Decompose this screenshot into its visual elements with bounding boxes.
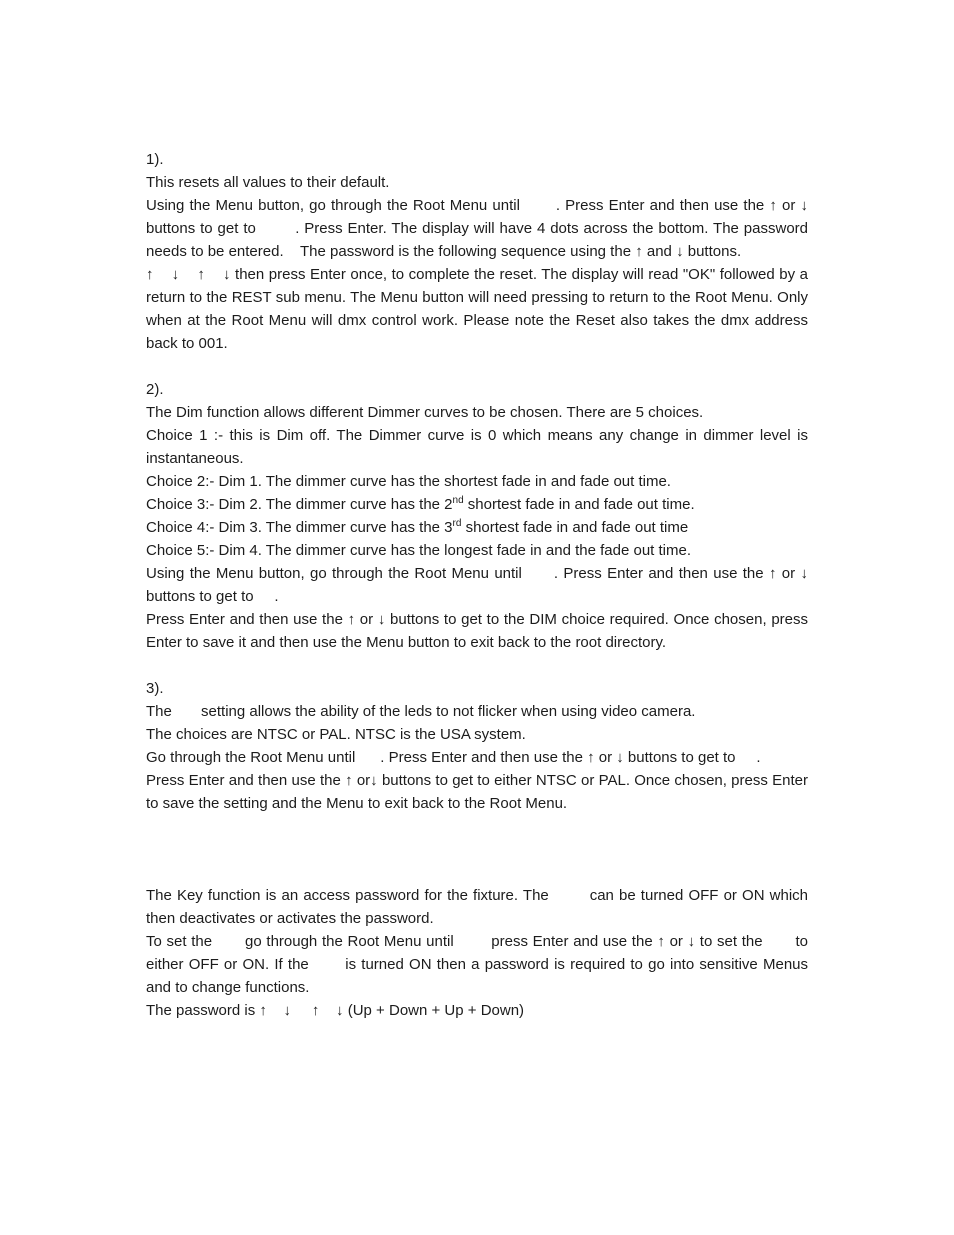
text-run: shortest fade in and fade out time [461, 519, 689, 536]
paragraph-dim-choice-3 [146, 493, 808, 516]
text-run: Choice 3:- Dim 2. The dimmer curve has the 2 [146, 496, 453, 513]
section-video [146, 677, 808, 815]
paragraph-dim-choice-5: Choice 5:- Dim 4. The dimmer curve has the longest fade in and the fade out time. [146, 542, 692, 559]
paragraph-dim-choice-4 [146, 516, 808, 539]
paragraph-reset-instructions: Using the Menu button, go through the Root Menu until . Press Enter and then use the ↑ or ↓ buttons to get to . Press Enter. The display will have 4 dots across the bottom. The password needs to be entered. The password is the following sequence using the ↑ and ↓ buttons. [146, 197, 808, 260]
text-run: Choice 4:- Dim 3. The dimmer curve has the 3 [146, 519, 453, 536]
paragraph-video-navigation-1: Go through the Root Menu until . Press Enter and then use the ↑ or ↓ buttons to get to . [146, 749, 761, 766]
paragraph-dim-navigation-2: Press Enter and then use the ↑ or ↓ buttons to get to the DIM choice required. Once chosen, press Enter to save it and then use the Menu button to exit back to the root directory. [146, 611, 808, 651]
paragraph-key-instructions: To set the go through the Root Menu until press Enter and use the ↑ or ↓ to set the to either OFF or ON. If the is turned ON then a password is required to go into sensitive Menus and to change functions. [146, 933, 808, 996]
section-video-heading: 3). [146, 680, 164, 697]
paragraph-video-description: The setting allows the ability of the leds to not flicker when using video camera. [146, 703, 696, 720]
paragraph-key-description: The Key function is an access password for the fixture. The can be turned OFF or ON which then deactivates or activates the password. [146, 887, 808, 927]
paragraph-reset-password-sequence: ↑ ↓ ↑ ↓ then press Enter once, to complete the reset. The display will read "OK" followed by a return to the REST sub menu. The Menu button will need pressing to return to the Root Menu. Only when at the Root Menu will dmx control work. Please note the Reset also takes the dmx address back to 001. [146, 266, 808, 352]
paragraph-video-navigation-2: Press Enter and then use the ↑ or↓ buttons to get to either NTSC or PAL. Once chosen, press Enter to save the setting and the Menu to exit back to the Root Menu. [146, 772, 808, 812]
paragraph-reset-description: This resets all values to their default. [146, 174, 390, 191]
section-reset-heading: 1). [146, 151, 164, 168]
superscript-ordinal: nd [452, 495, 464, 506]
paragraph-dim-choice-2: Choice 2:- Dim 1. The dimmer curve has the shortest fade in and fade out time. [146, 473, 671, 490]
paragraph-dim-intro: The Dim function allows different Dimmer curves to be chosen. There are 5 choices. [146, 404, 704, 421]
section-dim-heading: 2). [146, 381, 164, 398]
paragraph-dim-choice-1: Choice 1 :- this is Dim off. The Dimmer curve is 0 which means any change in dimmer level is instantaneous. [146, 427, 808, 467]
text-run: shortest fade in and fade out time. [463, 496, 695, 513]
paragraph-key-password: The password is ↑ ↓ ↑ ↓ (Up + Down + Up + Down) [146, 1002, 525, 1019]
superscript-ordinal: rd [452, 518, 462, 529]
section-key [146, 884, 808, 1022]
paragraph-video-choices: The choices are NTSC or PAL. NTSC is the USA system. [146, 726, 526, 743]
section-dim [146, 378, 808, 654]
paragraph-dim-navigation-1: Using the Menu button, go through the Root Menu until . Press Enter and then use the ↑ or ↓ buttons to get to . [146, 565, 808, 605]
section-reset [146, 148, 808, 355]
